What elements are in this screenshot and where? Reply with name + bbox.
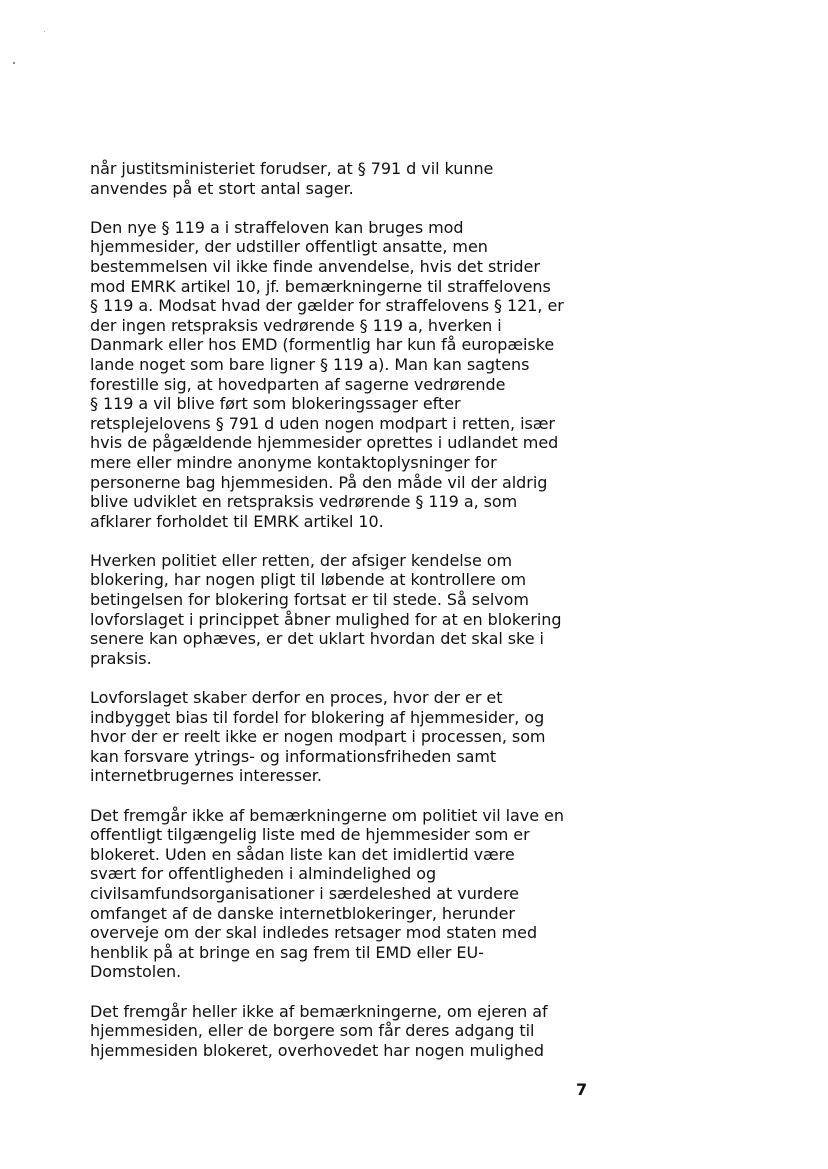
text-line: når justitsministeriet forudser, at § 791 d vil kunne bbox=[90, 159, 494, 178]
text-line: bestemmelsen vil ikke finde anvendelse, hvis det strider bbox=[90, 256, 540, 276]
page-number: 7 bbox=[576, 1080, 588, 1099]
text-line: lovforslaget i princippet åbner mulighed for at en blokering bbox=[90, 609, 562, 629]
text-line: hjemmesiden blokeret, overhovedet har nogen mulighed bbox=[90, 1040, 544, 1060]
text-line: Lovforslaget skaber derfor en proces, hvor der er et bbox=[90, 688, 503, 708]
text-line: internetbrugernes interesser. bbox=[90, 766, 322, 786]
paragraph bbox=[90, 159, 600, 198]
paragraph bbox=[90, 1002, 600, 1061]
paragraph bbox=[90, 688, 600, 786]
text-line: Det fremgår heller ikke af bemærkningerne, om ejeren af bbox=[90, 1001, 548, 1021]
text-line: retsplejelovens § 791 d uden nogen modpart i retten, især bbox=[90, 413, 555, 433]
paragraph bbox=[90, 551, 600, 669]
text-line: blokeret. Uden en sådan liste kan det imidlertid være bbox=[90, 844, 515, 864]
text-line: hjemmesider, der udstiller offentligt ansatte, men bbox=[90, 237, 488, 257]
text-line: der ingen retspraksis vedrørende § 119 a, hverken i bbox=[90, 315, 502, 335]
text-line: betingelsen for blokering fortsat er til stede. Så selvom bbox=[90, 590, 529, 610]
text-line: praksis. bbox=[90, 648, 152, 668]
text-line: omfanget af de danske internetblokeringer, herunder bbox=[90, 903, 515, 923]
text-line: blokering, har nogen pligt til løbende at kontrollere om bbox=[90, 570, 527, 590]
text-line: blive udviklet en retspraksis vedrørende § 119 a, som bbox=[90, 492, 518, 512]
text-line: Den nye § 119 a i straffeloven kan bruges mod bbox=[90, 217, 464, 237]
text-line: § 119 a. Modsat hvad der gælder for straffelovens § 121, er bbox=[90, 296, 564, 316]
text-line: henblik på at bringe en sag frem til EMD eller EU- bbox=[90, 942, 484, 962]
text-line: overveje om der skal indledes retsager mod staten med bbox=[90, 923, 538, 943]
text-line: hvor der er reelt ikke er nogen modpart i processen, som bbox=[90, 727, 546, 747]
text-line: svært for offentligheden i almindelighed og bbox=[90, 864, 437, 884]
text-line: hvis de pågældende hjemmesider oprettes i udlandet med bbox=[90, 433, 559, 453]
text-line: lande noget som bare ligner § 119 a). Man kan sagtens bbox=[90, 354, 530, 374]
text-line: afklarer forholdet til EMRK artikel 10. bbox=[90, 511, 384, 531]
body-text bbox=[90, 159, 600, 1080]
paragraph bbox=[90, 218, 600, 532]
text-line: Det fremgår ikke af bemærkningerne om politiet vil lave en bbox=[90, 805, 564, 825]
text-line: hjemmesiden, eller de borgere som får deres adgang til bbox=[90, 1021, 535, 1041]
text-line: civilsamfundsorganisationer i særdeleshed at vurdere bbox=[90, 883, 519, 903]
text-line: Domstolen. bbox=[90, 962, 182, 982]
paragraph bbox=[90, 806, 600, 982]
text-line: § 119 a vil blive ført som blokeringssager efter bbox=[90, 394, 461, 414]
scan-speck bbox=[44, 31, 45, 32]
text-line: personerne bag hjemmesiden. På den måde vil der aldrig bbox=[90, 472, 548, 492]
text-line: Hverken politiet eller retten, der afsiger kendelse om bbox=[90, 550, 513, 570]
text-line: mod EMRK artikel 10, jf. bemærkningerne til straffelovens bbox=[90, 276, 551, 296]
text-line: forestille sig, at hovedparten af sagerne vedrørende bbox=[90, 374, 506, 394]
text-line: kan forsvare ytrings- og informationsfriheden samt bbox=[90, 746, 497, 766]
scan-speck bbox=[13, 62, 15, 64]
text-line: anvendes på et stort antal sager. bbox=[90, 178, 354, 198]
text-line: offentligt tilgængelig liste med de hjemmesider som er bbox=[90, 825, 530, 845]
text-line: Danmark eller hos EMD (formentlig har kun få europæiske bbox=[90, 335, 555, 355]
text-line: mere eller mindre anonyme kontaktoplysninger for bbox=[90, 452, 497, 472]
text-line: indbygget bias til fordel for blokering af hjemmesider, og bbox=[90, 707, 545, 727]
text-line: senere kan ophæves, er det uklart hvordan det skal ske i bbox=[90, 629, 544, 649]
